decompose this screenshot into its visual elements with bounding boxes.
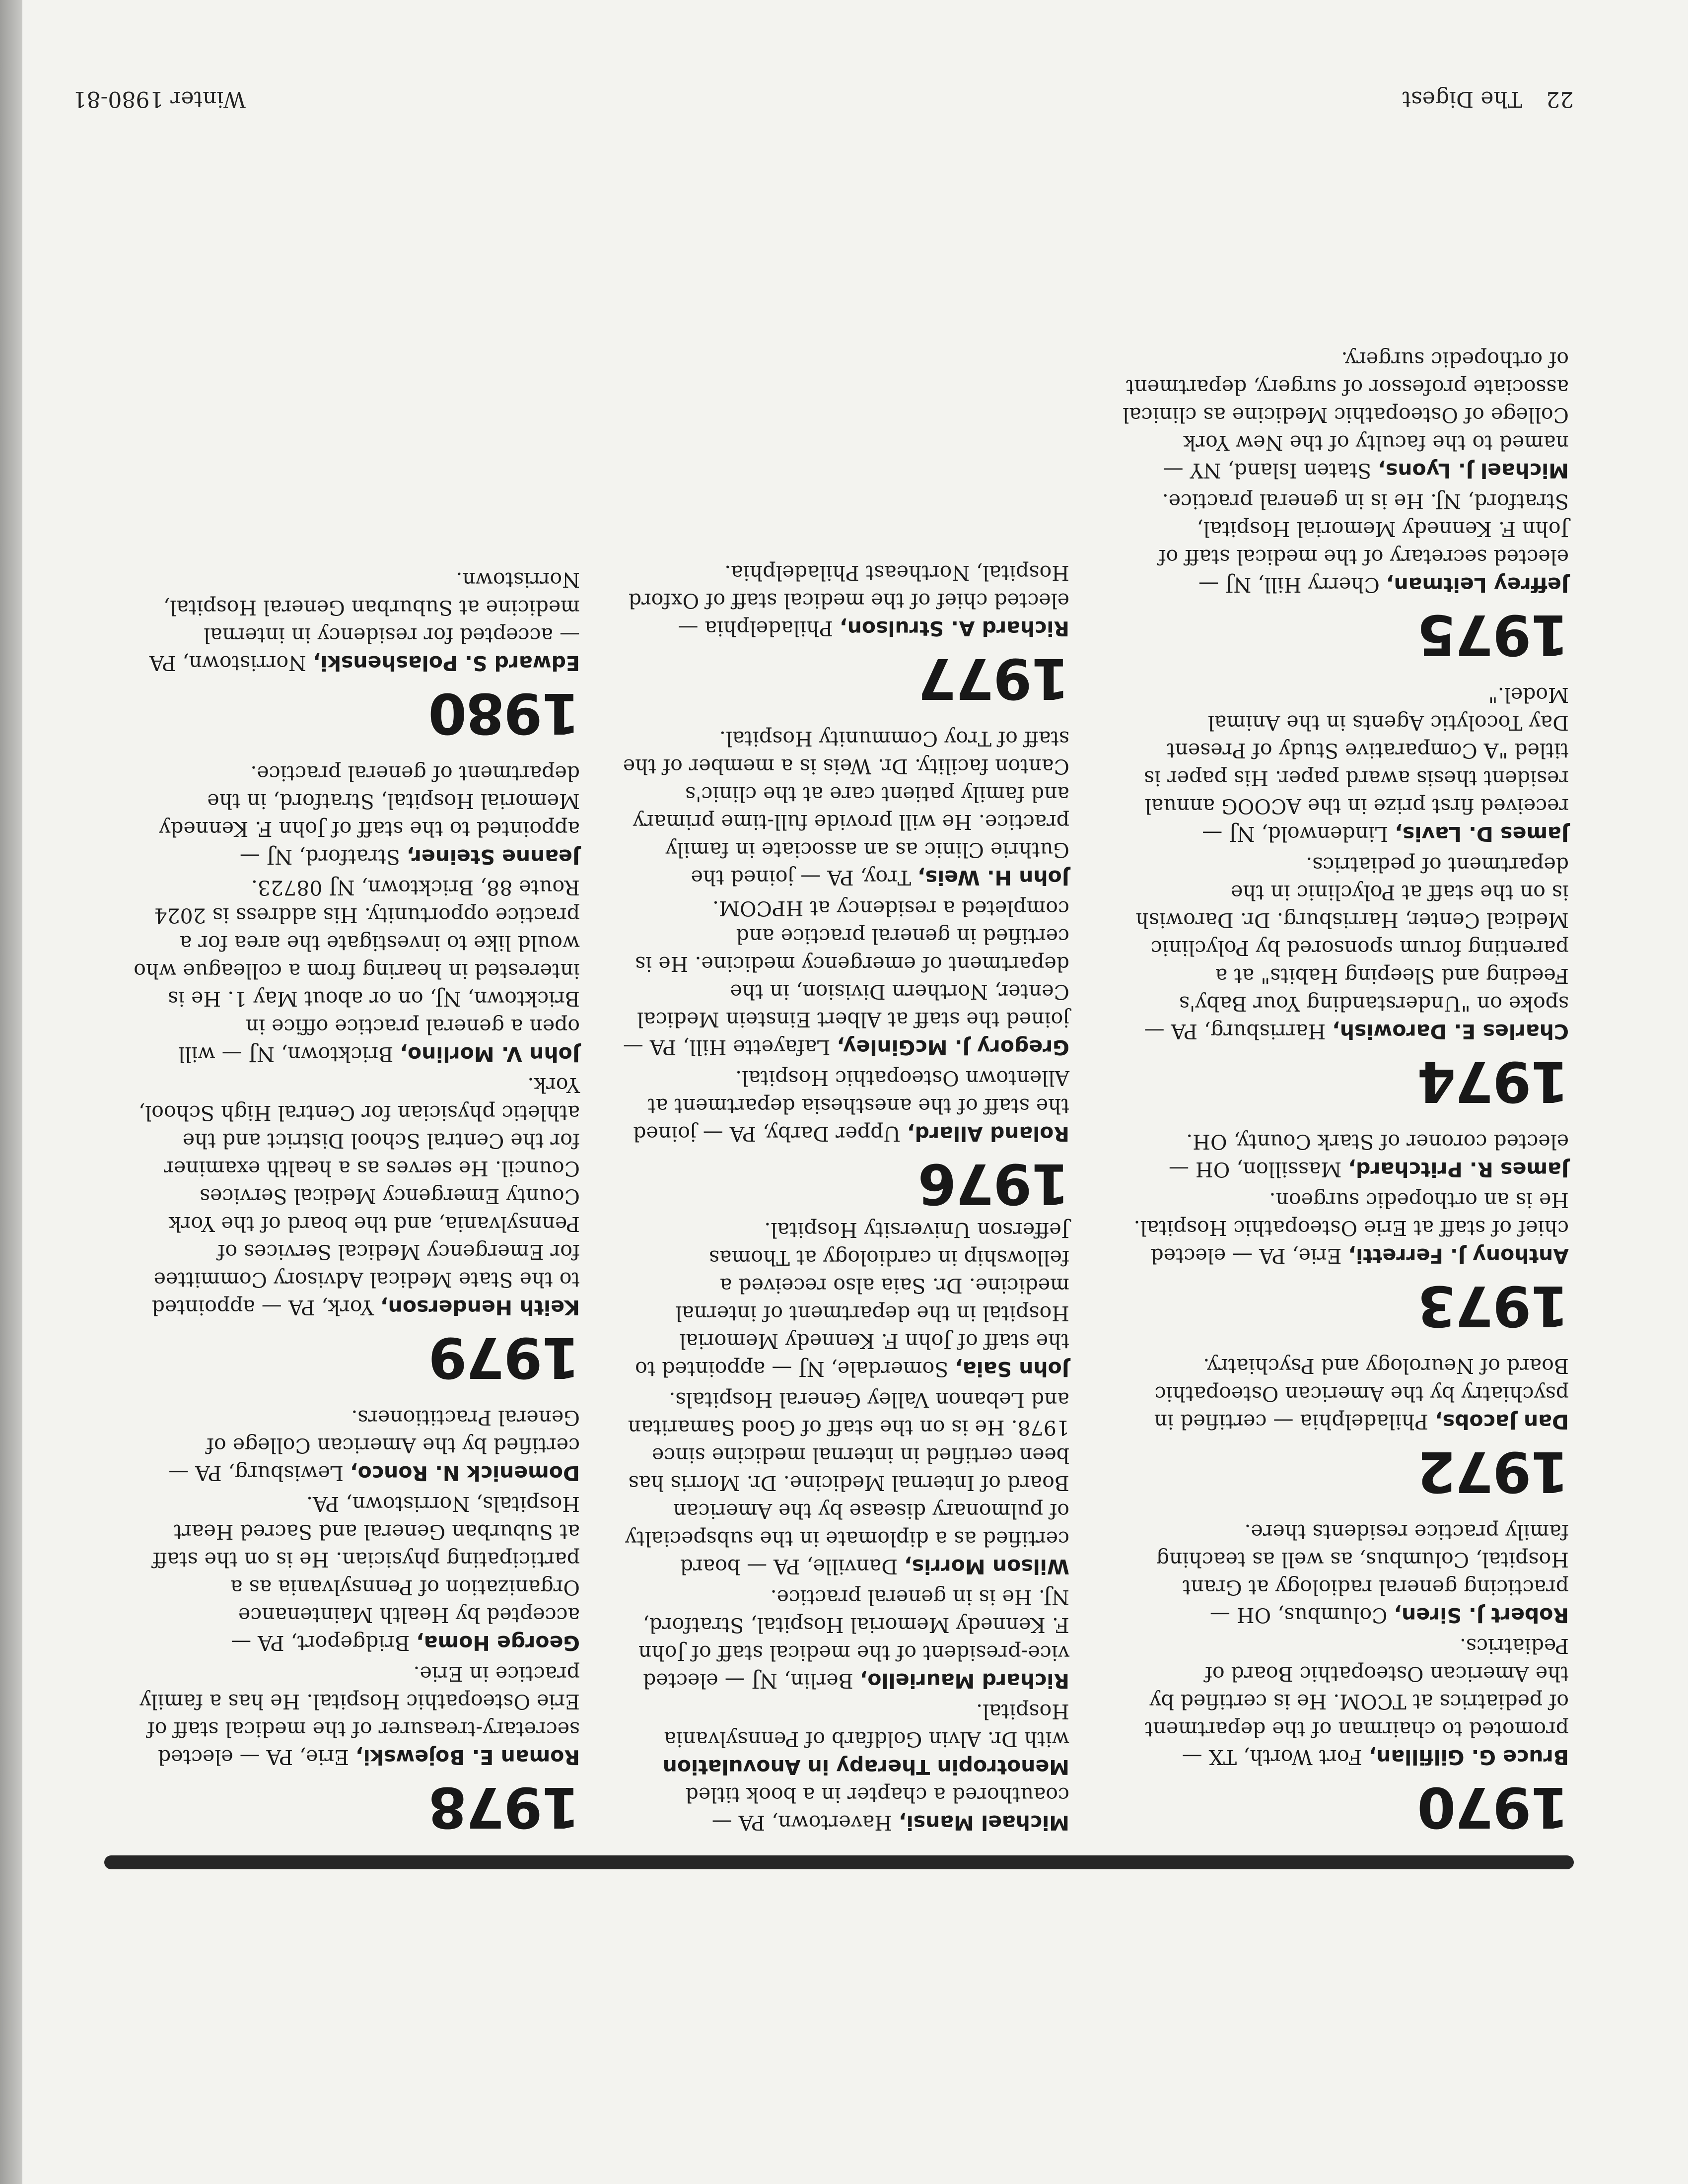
entry-text: York, PA — appointed to the State Medical Advisory Committee for Emergency Medical Services of Pennsylvania, and the board of the York County Emergency Medical Services Council. He serves as a health examiner for the Central School District and the athletic physician for Central High School, York. xyxy=(139,1073,580,1319)
alumni-entry xyxy=(1122,1186,1569,1270)
alumni-name: Wilson Morris, xyxy=(904,1555,1069,1578)
year-heading: 1970 xyxy=(1418,1774,1569,1839)
entry-text: Berlin, NJ — elected vice-president of the medical staff of John F. Kennedy Memorial Hospital, Stratford, NJ. He is in general practice. xyxy=(638,1585,1069,1693)
alumni-name: George Homa, xyxy=(416,1631,580,1655)
year-heading: 1978 xyxy=(429,1774,580,1839)
alumni-name: John Saia, xyxy=(955,1357,1069,1381)
alumni-entry xyxy=(623,559,1069,642)
alumni-entry xyxy=(133,1404,580,1487)
alumni-entry xyxy=(1122,345,1569,484)
entry-text: Lafayette Hill, PA — joined the staff at Albert Einstein Medical Center, Northern Division, in the department of emergency medicine. He is certified in general practice and completed a residency at HPCOM. xyxy=(623,896,1069,1059)
footer-page-info xyxy=(1402,86,1574,112)
column-middle xyxy=(623,556,1069,1837)
alumni-entry xyxy=(1122,681,1569,848)
alumni-entry xyxy=(133,1071,580,1321)
alumni-name: Michael J. Lyons, xyxy=(1378,459,1569,482)
alumni-name: Roman E. Bojewski, xyxy=(355,1745,580,1769)
entry-text: Bricktown, NJ — will open a general practice office in Bricktown, NJ, on or about May 1. He is interested in hearing from a colleague who would like to investigate the area for a practice opportunity. His address is 2024 Route 88, Bricktown, NJ 08723. xyxy=(134,876,580,1066)
column-right xyxy=(133,563,580,1837)
entry-text: Columbus, OH — practicing general radiology at Grant Hospital, Columbus, as well as teaching family practice residents there. xyxy=(1156,1520,1569,1627)
alumni-name: Dan Jacobs, xyxy=(1435,1410,1569,1433)
entry-text: Cherry Hill, NJ — elected secretary of the medical staff of John F. Kennedy Memorial Hospital, Stratford, NJ. He is in general practice. xyxy=(1158,489,1569,597)
year-heading: 1977 xyxy=(918,646,1069,710)
alumni-name: James D. Lavis, xyxy=(1395,822,1569,846)
alumni-entry xyxy=(1122,1128,1569,1183)
alumni-entry xyxy=(623,1386,1069,1580)
alumni-entry xyxy=(623,1216,1069,1383)
book-title: Menotropin Therapy in Anovulation xyxy=(662,1755,1069,1779)
entry-text: Erie, PA — elected secretary-treasurer of the medical staff of Erie Osteopathic Hospital. He has a family practice in Erie. xyxy=(140,1662,580,1769)
alumni-entry xyxy=(623,725,1069,891)
entry-text-continued: with Dr. Alvin Goldfarb of Pennsylvania Hospital. xyxy=(664,1700,1069,1751)
alumni-entry xyxy=(623,1064,1069,1148)
entry-text: Somerdale, NJ — appointed to the staff of John F. Kennedy Memorial Hospital in the department of internal medicine. Dr. Saia also received a fellowship in cardiology at Thomas Jefferson University Hospital. xyxy=(635,1218,1069,1381)
column-left xyxy=(1122,342,1569,1837)
alumni-name: James R. Pritchard, xyxy=(1348,1158,1569,1181)
year-heading: 1973 xyxy=(1418,1273,1569,1338)
alumni-name: John H. Weis, xyxy=(917,866,1069,889)
entry-text: Stratford, NJ — appointed to the staff of John F. Kennedy Memorial Hospital, Stratford, in the department of general practice. xyxy=(159,761,580,869)
alumni-name: Domenick N. Ronco, xyxy=(350,1461,580,1485)
alumni-entry xyxy=(623,894,1069,1061)
alumni-entry xyxy=(133,1490,580,1657)
page-number: 22 xyxy=(1546,86,1574,112)
year-heading: 1974 xyxy=(1418,1049,1569,1113)
page-gutter-shadow xyxy=(0,0,22,2184)
entry-text: Lindenwold, NJ — received first prize in the ACOOG annual resident thesis award paper. His paper is titled "A Comparative Study of Present Day Tocolytic Agents in the Animal Model." xyxy=(1144,683,1569,846)
alumni-name: Anthony J. Ferretti, xyxy=(1348,1244,1569,1268)
entry-text: Danville, PA — board certified as a diplomate in the subspecialty of pulmonary disease by the American Board of Internal Medicine. Dr. Morris has been certified in internal medicine since 1978. He is on the staff of Good Samaritan and Lebanon Valley General Hospitals. xyxy=(625,1388,1069,1578)
publication-name: The Digest xyxy=(1402,86,1522,112)
alumni-name: Michael Mansi, xyxy=(899,1811,1069,1835)
entry-text: Fort Worth, TX — promoted to chairman of the department of pediatrics at TCOM. He is certified by the American Osteopathic Board of Pediatrics. xyxy=(1145,1634,1569,1769)
entry-text: Lewisburg, PA — certified by the American College of General Practitioners. xyxy=(168,1406,580,1485)
alumni-entry xyxy=(1122,851,1569,1045)
year-heading: 1976 xyxy=(918,1151,1069,1216)
alumni-name: Gregory J. McGinley, xyxy=(837,1035,1069,1059)
entry-text: Upper Darby, PA — joined the staff of the anesthesia department at Allentown Osteopathic Hospital. xyxy=(633,1066,1069,1146)
alumni-entry xyxy=(1122,1518,1569,1629)
alumni-name: Richard A. Strulson, xyxy=(840,616,1069,640)
alumni-entry xyxy=(1122,487,1569,599)
entry-text: Bridgeport, PA — accepted by Health Maintenance Organization of Pennsylvania as a participating physician. He is on the staff at Suburban General and Sacred Heart Hospitals, Norristown, PA. xyxy=(152,1492,580,1655)
alumni-entry xyxy=(133,759,580,871)
entry-text: Erie, PA — elected chief of staff at Erie Osteopathic Hospital. He is an orthopedic surgeon. xyxy=(1133,1188,1569,1268)
year-heading: 1975 xyxy=(1418,602,1569,667)
alumni-entry xyxy=(1122,1632,1569,1771)
alumni-name: Charles E. Darowish, xyxy=(1332,1020,1569,1043)
entry-text: Massillon, OH — elected coroner of Stark County, OH. xyxy=(1169,1130,1569,1181)
alumni-name: John V. Morlino, xyxy=(400,1042,580,1066)
year-heading: 1980 xyxy=(429,681,580,745)
header-rule xyxy=(104,1855,1574,1869)
alumni-name: Keith Henderson, xyxy=(380,1296,580,1319)
alumni-entry xyxy=(623,1698,1069,1837)
alumni-name: Bruce G. Gilfillan, xyxy=(1368,1745,1569,1769)
alumni-name: Edward S. Polashenski, xyxy=(313,651,580,675)
entry-text: Harrisburg, PA — spoke on "Understanding Your Baby's Feeding and Sleeping Habits" at a parenting forum sponsored by Polyclinic Medical Center, Harrisburg. Dr. Darowish is on the staff at Polyclinic in the department of pediatrics. xyxy=(1135,853,1569,1043)
entry-text: Havertown, PA — coauthored a chapter in a book titled xyxy=(685,1783,1069,1835)
alumni-entry xyxy=(1122,1352,1569,1435)
entry-text: Philadelphia — certified in psychiatry by the American Osteopathic Board of Neurology and Psychiatry. xyxy=(1154,1354,1569,1433)
year-heading: 1979 xyxy=(429,1325,580,1389)
year-heading: 1972 xyxy=(1418,1439,1569,1503)
entry-text: Philadelphia — elected chief of the medical staff of Oxford Hospital, Northeast Philadelphia. xyxy=(628,561,1069,640)
entry-text: Staten Island, NY — named to the faculty of the New York College of Osteopathic Medicine as clinical associate professor of surgery, department of orthopedic surgery. xyxy=(1123,347,1569,482)
footer-issue xyxy=(73,86,246,112)
alumni-name: Jeanne Steiner, xyxy=(407,845,580,869)
alumni-entry xyxy=(623,1583,1069,1695)
issue-date: Winter 1980-81 xyxy=(72,86,246,112)
alumni-entry xyxy=(133,874,580,1068)
entry-text: Norristown, PA — accepted for residency in internal medicine at Suburban General Hospital, Norristown. xyxy=(149,568,580,675)
alumni-name: Roland Allard, xyxy=(907,1122,1069,1146)
alumni-entry xyxy=(133,1660,580,1771)
alumni-name: Richard Mauriello, xyxy=(859,1669,1069,1693)
alumni-name: Robert J. Siren, xyxy=(1394,1603,1569,1627)
alumni-name: Jeffrey Leitman, xyxy=(1386,573,1569,597)
entry-text: Troy, PA — joined the Guthrie Clinic as an associate in family practice. He will provide full-time primary and family patient care at the clinic's Canton facility. Dr. Weis is a member of the staff of Troy Community Hospital. xyxy=(623,727,1069,889)
alumni-entry xyxy=(133,566,580,677)
